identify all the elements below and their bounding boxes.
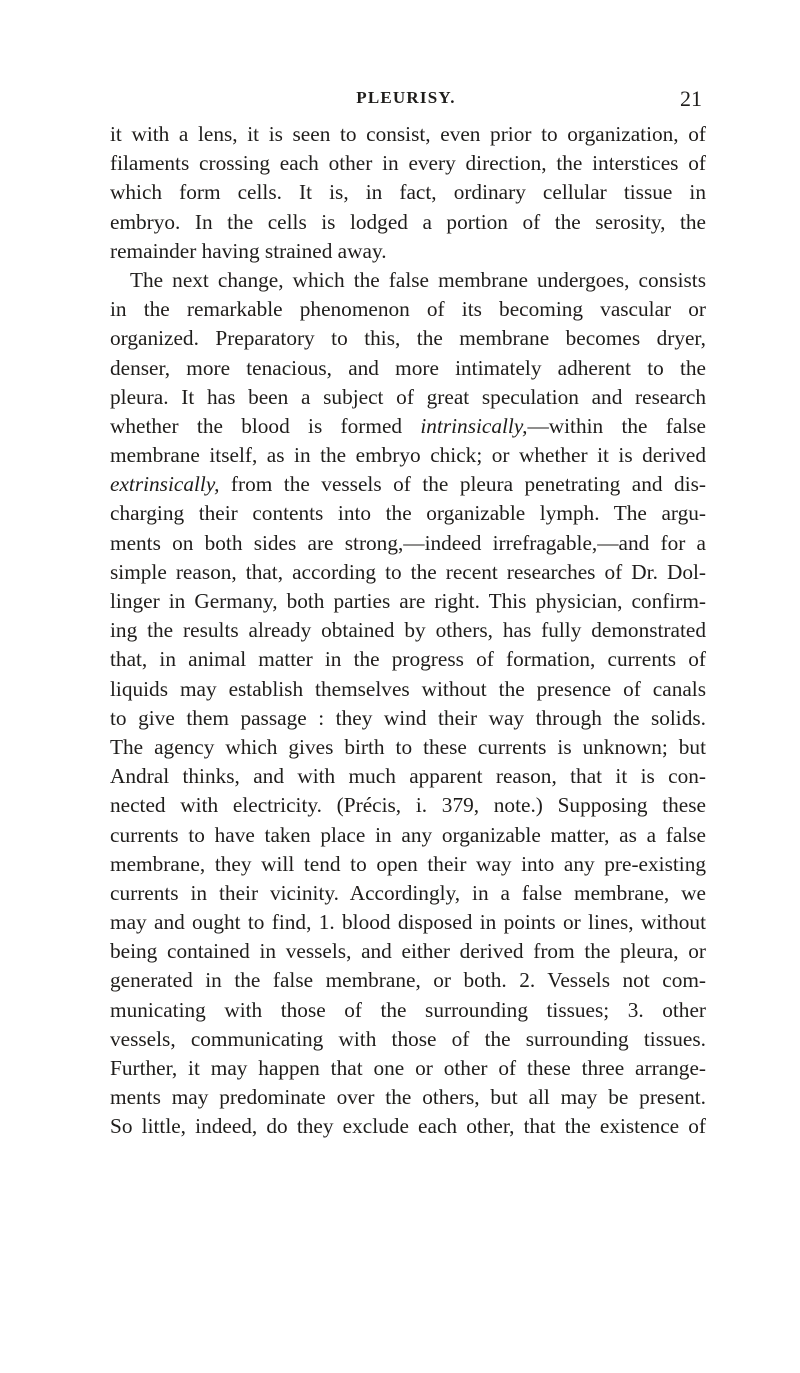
text-line: may and ought to find, 1. blood disposed in points or lines, without [110,910,706,935]
chapter-title: PLEURISY. [356,88,456,107]
text-line: currents in their vicinity. Accordingly, in a false membrane, we [110,880,706,905]
text-line: organized. Preparatory to this, the membrane becomes dryer, [110,326,706,351]
text-line: generated in the false membrane, or both. 2. Vessels not com- [110,968,706,993]
text-line: linger in Germany, both parties are right. This physician, confirm- [110,589,706,613]
text-line: Andral thinks, and with much apparent reason, that it is con- [110,764,706,789]
text-line: filaments crossing each other in every direction, the interstices of [110,151,706,176]
text-line [110,412,706,441]
italic-term: intrinsically, [420,413,528,438]
text-line: remainder having strained away. [110,238,387,263]
text-line: in the remarkable phenomenon of its becoming vascular or [110,297,706,322]
text-line: embryo. In the cells is lodged a portion of the serosity, the [110,209,706,234]
body-text [110,120,706,1142]
text-line: currents to have taken place in any organizable matter, as a false [110,822,706,847]
text-line: simple reason, that, according to the recent researches of Dr. Dol- [110,559,706,584]
text-line: which form cells. It is, in fact, ordinary cellular tissue in [110,180,706,205]
text-line: municating with those of the surrounding tissues; 3. other [110,997,706,1022]
text-line: it with a lens, it is seen to consist, even prior to organization, of [110,122,706,146]
text-line: pleura. It has been a subject of great speculation and research [110,384,706,409]
text-run: whether the blood is formed [110,413,421,438]
text-line: ments on both sides are strong,—indeed irrefragable,—and for a [110,530,706,555]
running-head [110,88,702,114]
text-line: The agency which gives birth to these currents is unknown; but [110,734,706,759]
text-run: from the vessels of the pleura penetrating and dis- [219,472,706,497]
text-line: ing the results already obtained by others, has fully demonstrated [110,618,706,643]
text-line: being contained in vessels, and either derived from the pleura, or [110,939,706,964]
text-line: ments may predominate over the others, but all may be present. [110,1085,706,1110]
page-number: 21 [680,86,702,111]
text-line: Further, it may happen that one or other of these three arrange- [110,1056,706,1080]
text-run: —within the false [527,413,706,438]
text-line: liquids may establish themselves without the presence of canals [110,676,706,701]
text-line [110,470,706,499]
text-line: that, in animal matter in the progress of formation, currents of [110,647,706,672]
text-line: charging their contents into the organizable lymph. The argu- [110,501,706,526]
text-line: So little, indeed, do they exclude each other, that the existence of [110,1114,706,1139]
text-line: to give them passage : they wind their way through the solids. [110,705,706,730]
text-line: nected with electricity. (Précis, i. 379, note.) Supposing these [110,793,706,818]
italic-term: extrinsically, [110,472,220,497]
text-line: membrane, they will tend to open their way into any pre-existing [110,851,706,876]
text-line: denser, more tenacious, and more intimately adherent to the [110,355,706,380]
paragraph-start-line: The next change, which the false membrane undergoes, consists [130,267,706,292]
text-line: vessels, communicating with those of the surrounding tissues. [110,1026,706,1051]
text-line: membrane itself, as in the embryo chick; or whether it is derived [110,443,706,468]
